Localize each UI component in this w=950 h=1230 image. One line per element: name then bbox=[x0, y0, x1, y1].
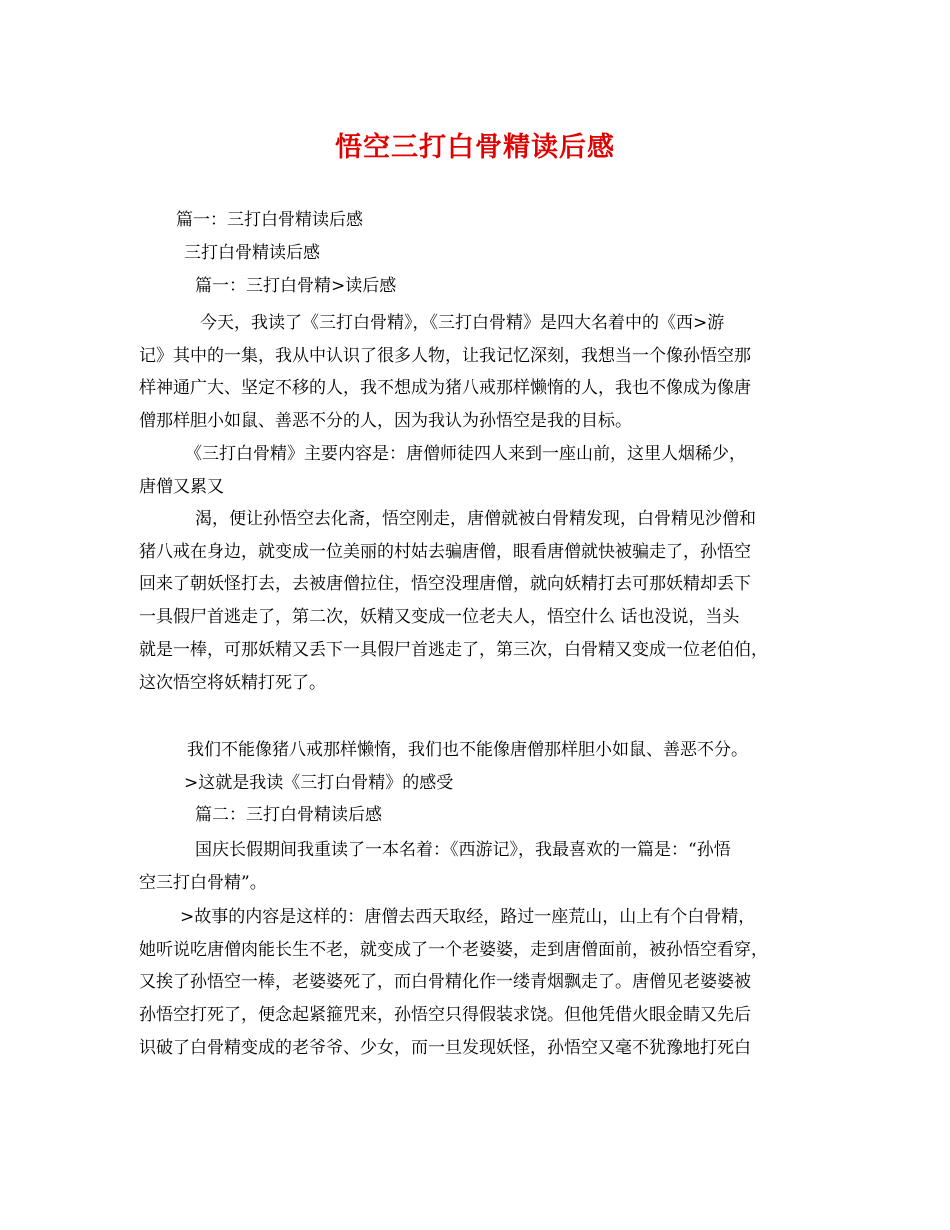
paragraph-line: 国庆长假期间我重读了一本名着：《西游记》，我最喜欢的一篇是：“孙悟 bbox=[195, 840, 731, 860]
paragraph-line: 猪八戒在身边，就变成一位美丽的村姑去骗唐僧，眼看唐僧就快被骗走了，孙悟空 bbox=[139, 541, 751, 562]
paragraph-line: 一具假尸首逃走了，第二次，妖精又变成一位老夫人，悟空什么 话也没说，当头 bbox=[139, 607, 740, 628]
section-heading-2: 三打白骨精读后感 bbox=[184, 243, 320, 263]
paragraph-line: 记》其中的一集，我从中认识了很多人物，让我记忆深刻，我想当一个像孙悟空那 bbox=[139, 345, 751, 366]
paragraph-line: 僧那样胆小如鼠、善恶不分的人，因为我认为孙悟空是我的目标。 bbox=[139, 411, 632, 432]
paragraph-line: 就是一棒，可那妖精又丢下一具假尸首逃走了，第三次，白骨精又变成一位老伯伯， bbox=[139, 639, 768, 660]
paragraph-line: 今天，我读了《三打白骨精》，《三打白骨精》是四大名着中的《西>游 bbox=[200, 313, 725, 333]
paragraph-3 bbox=[139, 503, 815, 699]
paragraph-line: 识破了白骨精变成的老爷爷、少女，而一旦发现妖怪，孙悟空又毫不犹豫地打死白 bbox=[139, 1037, 751, 1058]
paragraph-line: 唐僧又累又 bbox=[139, 476, 224, 497]
paragraph-1 bbox=[139, 307, 815, 438]
paragraph-4 bbox=[139, 834, 815, 899]
paragraph-5 bbox=[139, 901, 815, 1065]
paragraph-line: >故事的内容是这样的：唐僧去西天取经，路过一座荒山，山上有个白骨精， bbox=[180, 907, 756, 927]
section-heading-3: 篇一：三打白骨精>读后感 bbox=[195, 276, 397, 296]
paragraph-line: 样神通广大、坚定不移的人，我不想成为猪八戒那样懒惰的人，我也不像成为像唐 bbox=[139, 378, 751, 399]
paragraph-line: 这次悟空将妖精打死了。 bbox=[139, 672, 326, 693]
document-title: 悟空三打白骨精读后感 bbox=[335, 132, 615, 163]
paragraph-line-a: 我们不能像猪八戒那样懒惰，我们也不能像唐僧那样胆小如鼠、善恶不分。 bbox=[187, 740, 748, 760]
paragraph-2 bbox=[139, 438, 815, 503]
paragraph-line: 空三打白骨精”。 bbox=[139, 872, 267, 893]
paragraph-line: 渴，便让孙悟空去化斋，悟空刚走，唐僧就被白骨精发现，白骨精见沙僧和 bbox=[195, 509, 756, 529]
paragraph-line-b: >这就是我读《三打白骨精》的感受 bbox=[184, 773, 454, 793]
section-heading-1: 篇一：三打白骨精读后感 bbox=[176, 210, 363, 230]
paragraph-line: 孙悟空打死了，便念起紧箍咒来，孙悟空只得假装求饶。但他凭借火眼金睛又先后 bbox=[139, 1005, 751, 1026]
paragraph-line: 她听说吃唐僧肉能长生不老，就变成了一个老婆婆，走到唐僧面前，被孙悟空看穿， bbox=[139, 939, 768, 960]
paragraph-line: 《三打白骨精》主要内容是：唐僧师徒四人来到一座山前，这里人烟稀少， bbox=[185, 444, 746, 464]
section-heading-4: 篇二：三打白骨精读后感 bbox=[195, 805, 382, 825]
paragraph-line: 回来了朝妖怪打去，去被唐僧拉住，悟空没理唐僧，就向妖精打去可那妖精却丢下 bbox=[139, 574, 751, 595]
paragraph-line: 又挨了孙悟空一棒，老婆婆死了，而白骨精化作一缕青烟飘走了。唐僧见老婆婆被 bbox=[139, 972, 751, 993]
